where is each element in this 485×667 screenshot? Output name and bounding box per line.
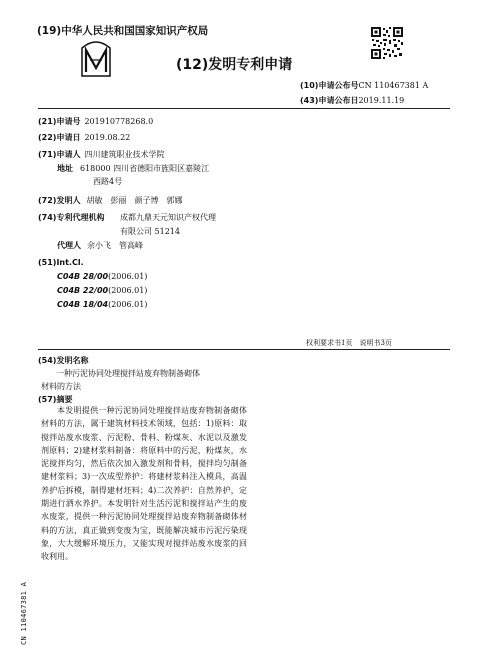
cnipa-logo-icon [78, 38, 114, 78]
agent [57, 241, 143, 251]
title-label: (54)发明名称 [38, 356, 89, 365]
app-date-label: (22)申请日 [38, 133, 81, 142]
header-divider [38, 108, 450, 109]
pub-no-value: CN 110467381 A [358, 81, 429, 90]
ipc-entry [57, 272, 147, 282]
pub-date-label: (43)申请公布日 [300, 96, 359, 105]
agent-value: 余小飞 管高峰 [87, 241, 143, 250]
applicant [38, 150, 164, 160]
abstract-label: (57)摘要 [38, 395, 73, 404]
publication-date [300, 96, 404, 106]
app-no-label: (21)申请号 [38, 117, 81, 126]
section-divider [38, 349, 450, 350]
applicant-label: (71)申请人 [38, 150, 81, 159]
country-header [37, 25, 208, 38]
invention-title-line-2: 材料的方法 [41, 382, 81, 391]
agency-line-2: 有限公司 51214 [120, 227, 180, 236]
side-publication-number: CN 110467381 A [20, 581, 28, 645]
country-name: 中华人民共和国国家知识产权局 [61, 25, 209, 37]
inventors-value: 胡敏 彭丽 颜子博 郭娜 [86, 196, 183, 205]
abstract-text: 本发明提供一种污泥协同处理搅拌站废弃物制备砌体材料的方法，属于建筑材料技术领域，包括：1)原料：取搅拌站废水废浆、污泥粉、骨料、粉煤灰、水泥以及激发剂原料；2)建材浆料制备：将原料中的污泥，粉煤灰，水泥搅拌均匀，然后依次加入激发剂和骨料，搅拌均匀制备建材浆料；3)一次成型养护：将建材浆料注入模具，高温养护后拆模，制得建材坯料；4)二次养护：自然养护，定期进行洒水养护。本发明针对生活污泥和搅拌站产生的废水废浆，提供一种污泥协同处理搅拌站废弃物制备砌体材料的方法，真正做到变废为宝，既能解决城市污泥污染现象，大大缓解环境压力，又能实现对搅拌站废水废浆的回收利用。 [41, 406, 247, 562]
ipc-label: (51)Int.Cl. [38, 258, 84, 267]
ipc-year: (2006.01) [108, 272, 148, 281]
inventors [38, 196, 182, 206]
ipc-entry [57, 300, 147, 310]
doc-type-text: 发明专利申请 [208, 57, 293, 73]
doc-type-code: (12) [176, 57, 209, 73]
qr-code-icon [370, 26, 404, 60]
agent-label: 代理人 [57, 241, 81, 250]
agency-line-1: 成都九鼎天元知识产权代理 [120, 213, 216, 222]
ipc-code: C04B 18/04 [57, 300, 109, 309]
app-date-value: 2019.08.22 [84, 133, 131, 142]
agency-label: (74)专利代理机构 [38, 213, 105, 222]
applicant-value: 四川建筑职业技术学院 [84, 150, 165, 159]
application-date [38, 133, 130, 143]
ipc-year: (2006.01) [108, 286, 148, 295]
address-label: 地址 [57, 164, 73, 173]
invention-title-line-1: 一种污泥协同处理搅拌站废弃物制备砌体 [56, 369, 200, 378]
ipc-code: C04B 28/00 [57, 272, 109, 281]
pub-date-value: 2019.11.19 [358, 96, 405, 105]
country-code: (19) [37, 25, 62, 37]
pages-info: 权利要求书1页 说明书3页 [306, 339, 392, 347]
doc-type-title [176, 57, 292, 74]
address-line-1: 618000 四川省德阳市旌阳区嘉陵江 [80, 164, 210, 173]
pub-no-label: (10)申请公布号 [300, 81, 359, 90]
inventors-label: (72)发明人 [38, 196, 81, 205]
ipc-year: (2006.01) [108, 300, 148, 309]
address-line-2: 西路4号 [93, 177, 123, 186]
ipc-entry [57, 286, 147, 296]
publication-number [300, 81, 428, 91]
app-no-value: 201910778268.0 [84, 117, 154, 126]
ipc-code: C04B 22/00 [57, 286, 109, 295]
application-number [38, 117, 153, 127]
